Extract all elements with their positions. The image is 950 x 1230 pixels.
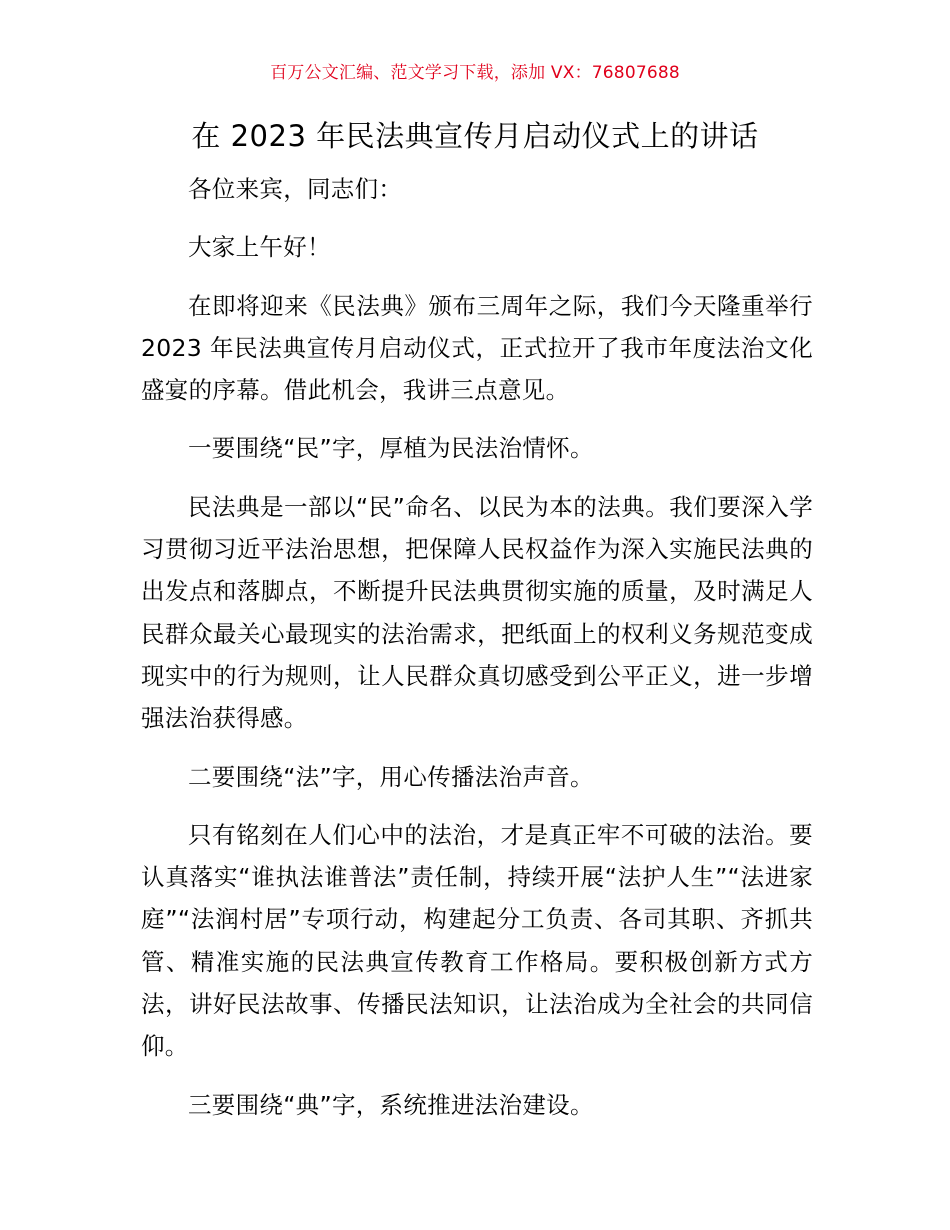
document-body — [141, 168, 813, 1142]
document-title: 在 2023 年民法典宣传月启动仪式上的讲话 — [191, 119, 759, 153]
intro-paragraph: 在即将迎来《民法典》颁布三周年之际，我们今天隆重举行 2023 年民法典宣传月启动仪式，正式拉开了我市年度法治文化盛宴的序幕。借此机会，我讲三点意见。 — [141, 291, 813, 405]
salutation-paragraph: 各位来宾，同志们： — [188, 175, 403, 203]
point-two-body: 只有铭刻在人们心中的法治，才是真正牢不可破的法治。要认真落实“谁执法谁普法”责任制，持续开展“法护人生”“法进家庭”“法润村居”专项行动，构建起分工负责、各司其职、齐抓共管、精准实施的民法典宣传教育工作格局。要积极创新方式方法，讲好民法故事、传播民法知识，让法治成为全社会的共同信仰。 — [141, 820, 813, 1061]
greeting-paragraph: 大家上午好！ — [188, 233, 331, 262]
point-one-heading: 一要围绕“民”字，厚植为民法治情怀。 — [188, 434, 594, 463]
point-three-heading: 三要围绕“典”字，系统推进法治建设。 — [188, 1090, 594, 1119]
header-banner: 百万公文汇编、范文学习下载，添加 VX：76807688 — [270, 63, 680, 83]
point-two-heading: 二要围绕“法”字，用心传播法治声音。 — [188, 762, 594, 791]
point-one-body: 民法典是一部以“民”命名、以民为本的法典。我们要深入学习贯彻习近平法治思想，把保障人民权益作为深入实施民法典的出发点和落脚点，不断提升民法典贯彻实施的质量，及时满足人民群众最关心最现实的法治需求，把纸面上的权利义务规范变成现实中的行为规则，让人民群众真切感受到公平正义，进一步增强法治获得感。 — [141, 492, 813, 733]
